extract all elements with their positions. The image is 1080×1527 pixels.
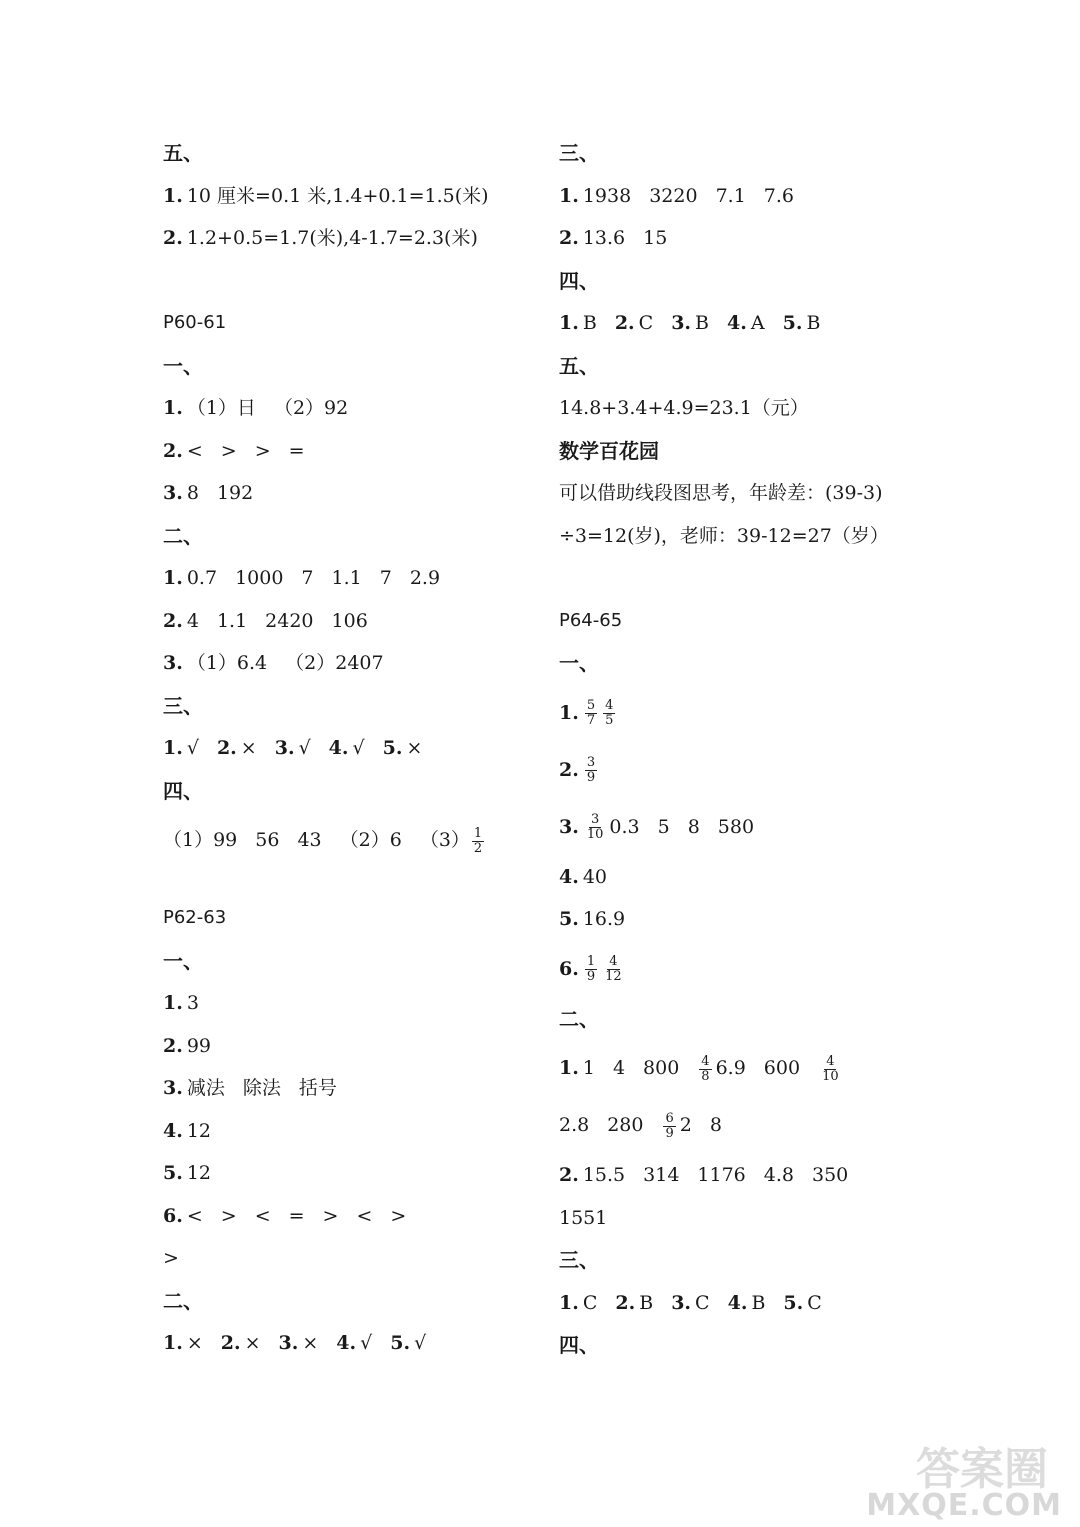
answer-text: 350 xyxy=(812,1164,849,1186)
answer-text: 3 xyxy=(186,992,199,1014)
answer-text: √ xyxy=(352,737,365,759)
section-heading: 三、 xyxy=(163,693,203,718)
numerator: 4 xyxy=(609,954,618,969)
answer-line xyxy=(163,1073,548,1116)
numerator: 4 xyxy=(701,1053,710,1069)
answer-text: > xyxy=(163,1247,179,1269)
denominator: 7 xyxy=(586,713,596,728)
answer-text: 1.1 xyxy=(331,567,362,589)
item-number: 4. xyxy=(163,1119,183,1142)
denominator: 10 xyxy=(586,827,604,842)
item-number: 2. xyxy=(163,1034,183,1057)
section-heading: 三、 xyxy=(559,141,599,165)
item-number: 1. xyxy=(163,992,183,1014)
answer-text: 1.2+0.5=1.7(米),4-1.7=2.3(米) xyxy=(186,227,478,249)
answer-text: （2）6 xyxy=(339,829,402,851)
numerator: 4 xyxy=(826,1053,835,1069)
section-heading: 一、 xyxy=(163,353,203,378)
answer-line: ÷3=12(岁)，老师：39-12=27（岁） xyxy=(559,524,889,547)
answer-text: 2.9 xyxy=(409,567,441,589)
item-number: 4. xyxy=(727,1291,748,1314)
answer-text: √ xyxy=(186,737,199,759)
answer-text: = xyxy=(288,439,305,462)
numerator: 4 xyxy=(605,698,614,713)
left-column xyxy=(163,138,548,1371)
answer-text: × xyxy=(186,1332,203,1354)
fraction xyxy=(820,1055,841,1084)
answer-line xyxy=(163,1031,548,1074)
answer-line xyxy=(559,181,959,224)
answer-line xyxy=(163,478,548,521)
item-number: 3. xyxy=(278,1332,299,1354)
item-number: 3. xyxy=(671,312,692,334)
item-number: 4. xyxy=(727,312,747,334)
answer-line xyxy=(559,947,959,1004)
answer-line xyxy=(559,805,959,862)
answer-text: 4 xyxy=(186,609,199,632)
answer-text: （1）6.4 xyxy=(186,652,268,674)
answer-text: 15 xyxy=(643,227,668,249)
answer-text: 40 xyxy=(582,865,608,888)
answer-line xyxy=(163,181,548,224)
answer-text: 99 xyxy=(186,1034,212,1057)
answer-text: 12 xyxy=(186,1119,212,1142)
item-number: 1. xyxy=(559,1057,579,1079)
answer-text: √ xyxy=(298,737,311,759)
answer-text: √ xyxy=(414,1332,427,1354)
fraction xyxy=(603,955,624,984)
item-number: 5. xyxy=(163,1162,183,1184)
watermark-cn: 答案圈 xyxy=(916,1444,1048,1495)
fraction xyxy=(663,1112,675,1141)
answer-text: 56 xyxy=(255,829,280,851)
answer-line xyxy=(163,648,548,691)
answer-text: × xyxy=(240,737,257,759)
item-number: 2. xyxy=(220,1332,241,1354)
item-number: 5. xyxy=(783,1291,804,1314)
answer-text: 减法 xyxy=(186,1077,225,1099)
denominator: 2 xyxy=(473,840,483,856)
answer-text: C xyxy=(695,1291,710,1314)
section-heading: 四、 xyxy=(559,268,599,293)
answer-text: （2）92 xyxy=(273,397,349,419)
fraction xyxy=(699,1055,711,1084)
answer-text: （1）日 xyxy=(186,397,256,419)
answer-text: 除法 xyxy=(242,1077,281,1099)
answer-line xyxy=(163,1328,548,1371)
answer-line xyxy=(559,1103,959,1160)
denominator: 8 xyxy=(701,1068,710,1084)
answer-text: 2.8 xyxy=(559,1114,590,1136)
item-number: 2. xyxy=(559,758,579,781)
item-number: 3. xyxy=(559,815,579,838)
section-heading: 一、 xyxy=(559,651,599,675)
section-heading: 五、 xyxy=(163,141,203,165)
answer-text: > xyxy=(254,439,271,462)
answer-line xyxy=(559,748,959,805)
denominator: 5 xyxy=(605,713,614,728)
answer-line xyxy=(163,1243,548,1286)
answer-line xyxy=(163,1158,548,1201)
section-heading: 二、 xyxy=(163,523,203,548)
fraction xyxy=(585,955,597,984)
item-number: 1. xyxy=(163,567,183,589)
answer-text: （1）99 xyxy=(163,829,238,851)
answer-text: > xyxy=(220,439,237,462)
answer-line xyxy=(163,733,548,776)
numerator: 6 xyxy=(665,1110,674,1126)
answer-line xyxy=(163,988,548,1031)
item-number: 2. xyxy=(163,439,183,462)
item-number: 4. xyxy=(328,737,349,759)
item-number: 3. xyxy=(274,737,295,759)
item-number: 2. xyxy=(163,609,183,632)
answer-text: 16.9 xyxy=(582,908,626,930)
answer-text: 1938 xyxy=(582,184,632,207)
answer-text: 15.5 xyxy=(582,1164,626,1186)
answer-text: 1000 xyxy=(235,567,284,589)
answer-text: × xyxy=(244,1332,261,1354)
answer-text: 1551 xyxy=(559,1206,608,1229)
answer-text: 580 xyxy=(717,815,755,838)
answer-text: A xyxy=(750,312,765,334)
answer-line xyxy=(163,393,548,436)
answer-line xyxy=(559,862,959,905)
denominator: 9 xyxy=(586,969,596,984)
item-number: 3. xyxy=(163,1077,183,1099)
item-number: 5. xyxy=(382,737,403,759)
answer-line xyxy=(559,904,959,947)
answer-text: 7.1 xyxy=(715,184,746,207)
item-number: 2. xyxy=(614,312,635,334)
item-number: 2. xyxy=(615,1291,636,1314)
denominator: 10 xyxy=(822,1068,839,1084)
answer-text: > xyxy=(220,1204,237,1227)
answer-text: 8 xyxy=(709,1114,722,1136)
section-heading: 五、 xyxy=(559,353,599,378)
answer-text: B xyxy=(751,1291,766,1314)
answer-text: 4 xyxy=(612,1057,626,1079)
item-number: 1. xyxy=(163,184,183,207)
answer-text: 5 xyxy=(657,815,670,838)
answer-text: 0.7 xyxy=(186,567,218,589)
section-heading: 四、 xyxy=(559,1333,599,1357)
answer-line xyxy=(559,223,959,266)
answer-text: 7.6 xyxy=(763,184,794,207)
section-heading: 数学百花园 xyxy=(559,438,659,463)
section-heading: 一、 xyxy=(163,948,203,973)
section-heading: 二、 xyxy=(559,1006,599,1031)
numerator: 3 xyxy=(590,812,600,827)
item-number: 6. xyxy=(559,957,579,980)
item-number: 2. xyxy=(559,1164,579,1186)
answer-text: > xyxy=(390,1204,407,1227)
answer-line xyxy=(163,563,548,606)
answer-text: 2 xyxy=(679,1114,692,1136)
item-number: 1. xyxy=(559,312,579,334)
answer-text: C xyxy=(582,1291,598,1314)
item-number: 5. xyxy=(390,1332,411,1354)
item-number: 3. xyxy=(163,482,183,504)
answer-line xyxy=(163,1201,548,1244)
page-range-title: P60-61 xyxy=(163,312,227,333)
answer-text: B xyxy=(639,1291,654,1314)
answer-text: 括号 xyxy=(298,1077,337,1099)
section-heading: 四、 xyxy=(163,778,203,803)
answer-line xyxy=(559,1046,959,1103)
answer-text: 800 xyxy=(643,1057,680,1079)
answer-line xyxy=(559,308,959,351)
numerator: 3 xyxy=(586,755,596,770)
item-number: 1. xyxy=(559,701,579,724)
item-number: 1. xyxy=(163,397,183,419)
fraction xyxy=(585,813,606,842)
fraction xyxy=(603,699,615,728)
answer-text: 1176 xyxy=(697,1164,746,1186)
answer-text: 1 xyxy=(582,1057,595,1079)
answer-text: 3220 xyxy=(649,184,698,207)
item-number: 1. xyxy=(559,184,579,207)
answer-text: 43 xyxy=(297,829,322,851)
item-number: 1. xyxy=(559,1291,579,1314)
denominator: 9 xyxy=(665,1125,674,1141)
answer-line xyxy=(163,436,548,479)
answer-text: = xyxy=(288,1204,305,1227)
answer-text: < xyxy=(186,1204,203,1227)
answer-line xyxy=(559,1160,959,1203)
answer-text: 7 xyxy=(379,567,392,589)
answer-text: 0.3 xyxy=(609,815,640,838)
item-number: 2. xyxy=(163,227,183,249)
watermark-logo xyxy=(866,1433,1062,1523)
fraction xyxy=(585,699,597,728)
answer-text: < xyxy=(186,439,203,462)
numerator: 1 xyxy=(586,954,596,969)
answer-text: 10 厘米=0.1 米,1.4+0.1=1.5(米) xyxy=(186,184,489,207)
answer-text: 600 xyxy=(763,1057,801,1079)
answer-text: 2420 xyxy=(265,609,314,632)
numerator: 1 xyxy=(473,825,483,841)
denominator: 9 xyxy=(586,770,596,785)
numerator: 5 xyxy=(586,698,596,713)
item-number: 3. xyxy=(671,1291,692,1314)
page-range-title: P64-65 xyxy=(559,609,623,631)
answer-text: 4.8 xyxy=(763,1164,794,1186)
answer-text: （2）2407 xyxy=(285,652,384,674)
answer-text: B xyxy=(806,312,821,334)
answer-text: （3） xyxy=(419,829,470,851)
answer-text: 12 xyxy=(186,1162,212,1184)
answer-text: 6.9 xyxy=(715,1057,746,1079)
answer-text: × xyxy=(302,1332,319,1354)
answer-text: 1.1 xyxy=(216,609,248,632)
answer-text: > xyxy=(322,1204,339,1227)
answer-line xyxy=(559,691,959,748)
answer-text: 106 xyxy=(331,609,368,632)
item-number: 1. xyxy=(163,737,183,759)
answer-line xyxy=(163,606,548,649)
answer-line xyxy=(559,1203,959,1246)
answer-text: 8 xyxy=(186,482,199,504)
answer-text: B xyxy=(582,312,597,334)
answer-text: C xyxy=(807,1291,822,1314)
answer-line: 可以借助线段图思考，年龄差：(39-3) xyxy=(559,482,883,504)
item-number: 4. xyxy=(559,865,579,888)
answer-text: × xyxy=(406,737,423,759)
answer-text: 13.6 xyxy=(582,227,626,249)
item-number: 5. xyxy=(782,312,803,334)
answer-text: 192 xyxy=(216,482,254,504)
item-number: 5. xyxy=(559,908,579,930)
fraction xyxy=(472,827,484,856)
item-number: 4. xyxy=(336,1332,357,1354)
answer-line xyxy=(163,223,548,266)
denominator: 12 xyxy=(605,969,622,984)
item-number: 3. xyxy=(163,652,183,674)
answer-line xyxy=(163,818,548,875)
answer-text: C xyxy=(638,312,654,334)
answer-text: 280 xyxy=(607,1114,644,1136)
answer-text: √ xyxy=(360,1332,373,1354)
answer-line xyxy=(163,1116,548,1159)
section-heading: 三、 xyxy=(559,1248,599,1272)
answer-line xyxy=(559,1288,959,1331)
answer-text: 7 xyxy=(301,567,314,589)
item-number: 1. xyxy=(163,1332,183,1354)
section-heading: 二、 xyxy=(163,1288,203,1313)
answer-text: < xyxy=(356,1204,373,1227)
item-number: 6. xyxy=(163,1204,183,1227)
item-number: 2. xyxy=(559,227,579,249)
page-range-title: P62-63 xyxy=(163,907,227,928)
answer-text: < xyxy=(254,1204,271,1227)
answer-text: B xyxy=(695,312,710,334)
right-column xyxy=(559,138,959,1373)
item-number: 2. xyxy=(216,737,237,759)
fraction xyxy=(585,756,597,785)
answer-text: 314 xyxy=(643,1164,680,1186)
answer-text: 8 xyxy=(687,815,700,838)
answer-line: 14.8+3.4+4.9=23.1（元） xyxy=(559,397,809,419)
watermark-en: MXQE.COM xyxy=(866,1488,1062,1523)
